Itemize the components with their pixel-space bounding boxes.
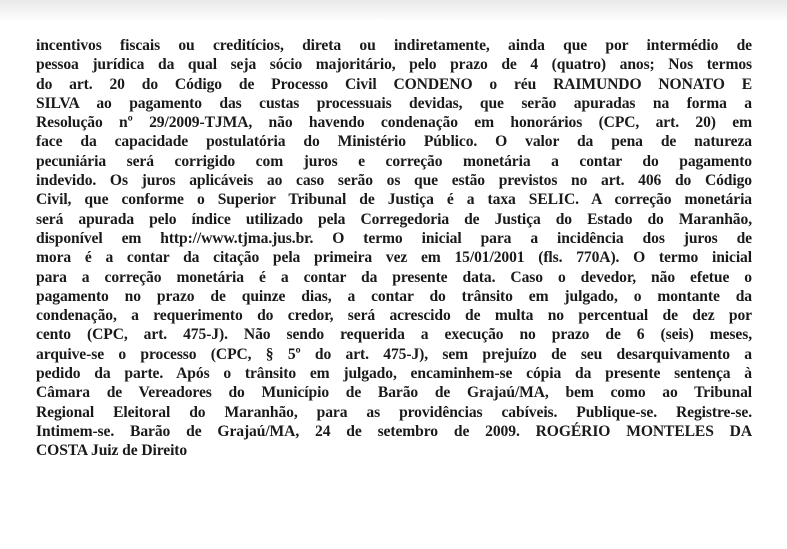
text-line-14: pagamento no prazo de quinze dias, a contar do trânsito em julgado, o montante da	[36, 287, 752, 305]
text-line-1: incentivos fiscais ou creditícios, direta ou indiretamente, ainda que por intermédio de	[36, 37, 752, 54]
text-line-18: pedido da parte. Após o trânsito em julgado, encaminhem-se cópia da presente sentença à	[36, 365, 752, 383]
text-line-12: mora é a contar da citação pela primeira vez em 15/01/2001 (fls. 770A). O termo inicial	[36, 249, 752, 267]
text-line-4: SILVA ao pagamento das custas processuais devidas, que serão apuradas na forma a	[36, 94, 752, 112]
text-line-21: Intimem-se. Barão de Grajaú/MA, 24 de setembro de 2009. ROGÉRIO MONTELES DA	[36, 422, 752, 440]
text-line-10: será apurada pelo índice utilizado pela Corregedoria de Justiça do Estado do Maranhão,	[36, 210, 752, 228]
text-line-9: Civil, que conforme o Superior Tribunal de Justiça é a taxa SELIC. A correção monetária	[36, 191, 752, 209]
text-line-7: pecuniária será corrigido com juros e correção monetária a contar do pagamento	[36, 152, 752, 170]
document-body	[36, 36, 752, 461]
text-line-11: disponível em http://www.tjma.jus.br. O termo inicial para a incidência dos juros de	[36, 229, 752, 247]
text-line-13: para a correção monetária é a contar da presente data. Caso o devedor, não efetue o	[36, 268, 752, 286]
text-line-22: COSTA Juiz de Direito	[36, 442, 188, 460]
text-line-5: Resolução nº 29/2009-TJMA, não havendo condenação em honorários (CPC, art. 20) em	[36, 114, 752, 132]
text-line-2: pessoa jurídica da qual seja sócio majoritário, pelo prazo de 4 (quatro) anos; Nos termos	[36, 56, 752, 74]
text-line-8: indevido. Os juros aplicáveis ao caso serão os que estão previstos no art. 406 do Código	[36, 172, 752, 190]
text-line-15: condenação, a requerimento do credor, será acrescido de multa no percentual de dez por	[36, 307, 752, 325]
scan-top-shadow	[0, 0, 787, 22]
text-line-20: Regional Eleitoral do Maranhão, para as providências cabíveis. Publique-se. Registre-se.	[36, 403, 752, 421]
text-line-17: arquive-se o processo (CPC, § 5º do art. 475-J), sem prejuízo de seu desarquivamento a	[36, 345, 752, 363]
text-line-6: face da capacidade postulatória do Ministério Público. O valor da pena de natureza	[36, 133, 752, 151]
text-line-19: Câmara de Vereadores do Município de Barão de Grajaú/MA, bem como ao Tribunal	[36, 384, 752, 402]
text-line-16: cento (CPC, art. 475-J). Não sendo requerida a execução no prazo de 6 (seis) meses,	[36, 326, 752, 344]
text-line-3: do art. 20 do Código de Processo Civil CONDENO o réu RAIMUNDO NONATO E	[36, 75, 752, 93]
